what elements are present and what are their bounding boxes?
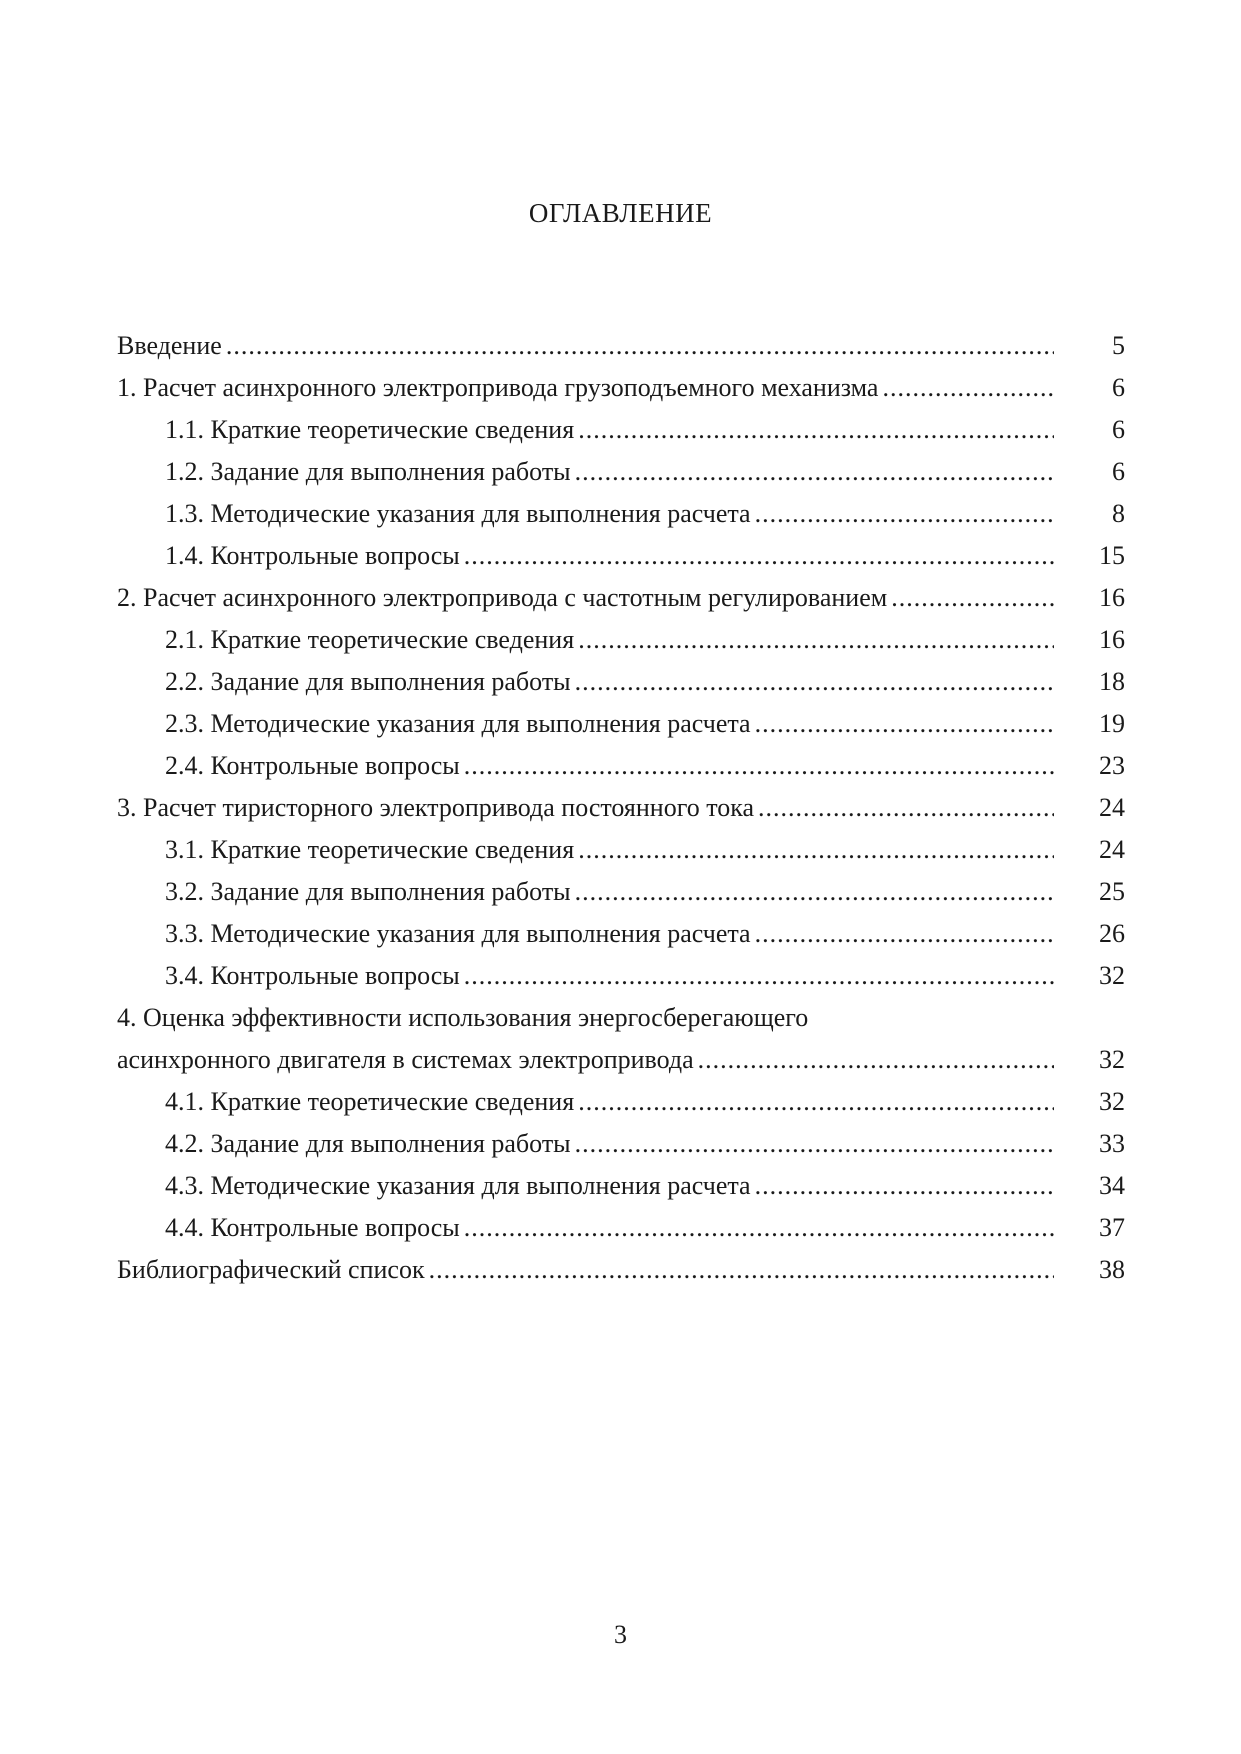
toc-entry-title: 4. Оценка эффективности использования энергосберегающего (117, 1003, 809, 1032)
toc-entry-title: 3.1. Краткие теоретические сведения (165, 835, 575, 864)
toc-dot-leader (575, 1123, 1054, 1165)
toc-entry-title: 1.2. Задание для выполнения работы (165, 457, 571, 486)
toc-page-number: 34 (1099, 1171, 1125, 1200)
toc-entry[interactable] (117, 1165, 1125, 1207)
toc-entry-line (165, 409, 1054, 451)
toc-entry-line (165, 871, 1054, 913)
toc-entry[interactable] (117, 745, 1125, 787)
toc-dot-leader (429, 1249, 1054, 1291)
toc-dot-leader (755, 1165, 1054, 1207)
toc-entry-title: 2.4. Контрольные вопросы (165, 751, 460, 780)
toc-entry-line (117, 997, 1054, 1039)
toc-dot-leader (755, 913, 1054, 955)
toc-page-number: 19 (1099, 709, 1125, 738)
toc-dot-leader (464, 1207, 1054, 1249)
toc-dot-leader (464, 745, 1054, 787)
toc-page-number: 18 (1099, 667, 1125, 696)
toc-page-number: 6 (1112, 373, 1125, 402)
toc-entry-line (117, 367, 1054, 409)
toc-entry-line (165, 703, 1054, 745)
toc-entry-title: 2.1. Краткие теоретические сведения (165, 625, 575, 654)
toc-entry-title: 3.3. Методические указания для выполнения расчета (165, 919, 751, 948)
toc-page-number: 24 (1099, 835, 1125, 864)
toc-dot-leader (578, 1081, 1054, 1123)
toc-entry-title: 4.4. Контрольные вопросы (165, 1213, 460, 1242)
toc-entry[interactable] (117, 1081, 1125, 1123)
toc-entry[interactable] (117, 829, 1125, 871)
toc-entry-line (165, 1123, 1054, 1165)
toc-entry-line (165, 535, 1054, 577)
toc-page-number: 32 (1099, 1045, 1125, 1074)
toc-page-number: 37 (1099, 1213, 1125, 1242)
toc-entry-line (165, 661, 1054, 703)
toc-dot-leader (578, 829, 1054, 871)
toc-entry[interactable] (117, 1123, 1125, 1165)
toc-entry[interactable] (117, 955, 1125, 997)
toc-entry-line (165, 745, 1054, 787)
toc-entry[interactable] (117, 787, 1125, 829)
toc-entry-line (165, 1165, 1054, 1207)
toc-page-number: 5 (1112, 331, 1125, 360)
toc-page-number: 15 (1099, 541, 1125, 570)
toc-entry-title: 1.4. Контрольные вопросы (165, 541, 460, 570)
toc-entry-title: 1.3. Методические указания для выполнения расчета (165, 499, 751, 528)
toc-entry[interactable] (117, 1249, 1125, 1291)
toc-entry-line (165, 913, 1054, 955)
toc-dot-leader (578, 619, 1054, 661)
toc-entry-line (117, 577, 1054, 619)
toc-entry-line (165, 619, 1054, 661)
toc-entry-line (165, 1207, 1054, 1249)
toc-dot-leader (464, 955, 1054, 997)
toc-entry-line (165, 493, 1054, 535)
toc-page-number: 8 (1112, 499, 1125, 528)
toc-entry[interactable] (117, 451, 1125, 493)
toc-entry-title: 2.3. Методические указания для выполнения расчета (165, 709, 751, 738)
toc-dot-leader (575, 451, 1054, 493)
toc-entry-title: 2.2. Задание для выполнения работы (165, 667, 571, 696)
toc-entry-line (165, 1081, 1054, 1123)
toc-entry-title: 1.1. Краткие теоретические сведения (165, 415, 575, 444)
toc-entry[interactable] (117, 619, 1125, 661)
toc-dot-leader (575, 871, 1054, 913)
toc-entry-line (165, 451, 1054, 493)
toc-page-number: 33 (1099, 1129, 1125, 1158)
toc-entry-title: 4.3. Методические указания для выполнения расчета (165, 1171, 751, 1200)
toc-dot-leader (698, 1039, 1054, 1081)
toc-dot-leader (755, 493, 1054, 535)
toc-entry-title: 4.2. Задание для выполнения работы (165, 1129, 571, 1158)
toc-dot-leader (578, 409, 1054, 451)
toc-dot-leader (755, 703, 1054, 745)
toc-page-number: 23 (1099, 751, 1125, 780)
toc-entry-title: Библиографический список (117, 1255, 425, 1284)
toc-entry-line (165, 829, 1054, 871)
toc-entry[interactable] (117, 325, 1125, 367)
toc-entry[interactable] (117, 871, 1125, 913)
toc-entry-title: 1. Расчет асинхронного электропривода грузоподъемного механизма (117, 373, 879, 402)
toc-entry[interactable] (117, 661, 1125, 703)
toc-page-number: 16 (1099, 583, 1125, 612)
toc-entry-line (117, 1039, 1054, 1081)
toc-entry-line (165, 955, 1054, 997)
toc-page-number: 25 (1099, 877, 1125, 906)
toc-dot-leader (758, 787, 1054, 829)
table-of-contents (117, 325, 1125, 1291)
toc-entry-line (117, 787, 1054, 829)
toc-page-number: 38 (1099, 1255, 1125, 1284)
toc-entry-title: 4.1. Краткие теоретические сведения (165, 1087, 575, 1116)
toc-entry[interactable] (117, 913, 1125, 955)
toc-entry-title: 3. Расчет тиристорного электропривода постоянного тока (117, 793, 755, 822)
toc-entry-title: 3.4. Контрольные вопросы (165, 961, 460, 990)
toc-dot-leader (464, 535, 1054, 577)
toc-dot-leader (575, 661, 1054, 703)
toc-entry-title: 2. Расчет асинхронного электропривода с частотным регулированием (117, 583, 888, 612)
toc-page-number: 32 (1099, 961, 1125, 990)
toc-dot-leader (891, 577, 1054, 619)
toc-page-number: 24 (1099, 793, 1125, 822)
page-title: ОГЛАВЛЕНИЕ (528, 198, 713, 228)
toc-entry-title: Введение (117, 331, 222, 360)
toc-entry-title: асинхронного двигателя в системах электропривода (117, 1045, 694, 1074)
toc-entry[interactable] (117, 409, 1125, 451)
toc-entry[interactable] (117, 703, 1125, 745)
toc-entry[interactable] (117, 493, 1125, 535)
toc-entry[interactable] (117, 577, 1125, 619)
toc-entry-line (117, 1249, 1054, 1291)
page-number: 3 (614, 1620, 627, 1649)
toc-entry[interactable] (117, 535, 1125, 577)
toc-page-number: 6 (1112, 415, 1125, 444)
toc-entry[interactable] (117, 1207, 1125, 1249)
toc-page-number: 6 (1112, 457, 1125, 486)
toc-entry[interactable] (117, 997, 1125, 1039)
toc-entry-title: 3.2. Задание для выполнения работы (165, 877, 571, 906)
toc-dot-leader (882, 367, 1054, 409)
toc-entry[interactable] (117, 1039, 1125, 1081)
toc-page-number: 32 (1099, 1087, 1125, 1116)
toc-entry[interactable] (117, 367, 1125, 409)
toc-page-number: 16 (1099, 625, 1125, 654)
toc-entry-line (117, 325, 1054, 367)
toc-page-number: 26 (1099, 919, 1125, 948)
toc-dot-leader (226, 325, 1054, 367)
